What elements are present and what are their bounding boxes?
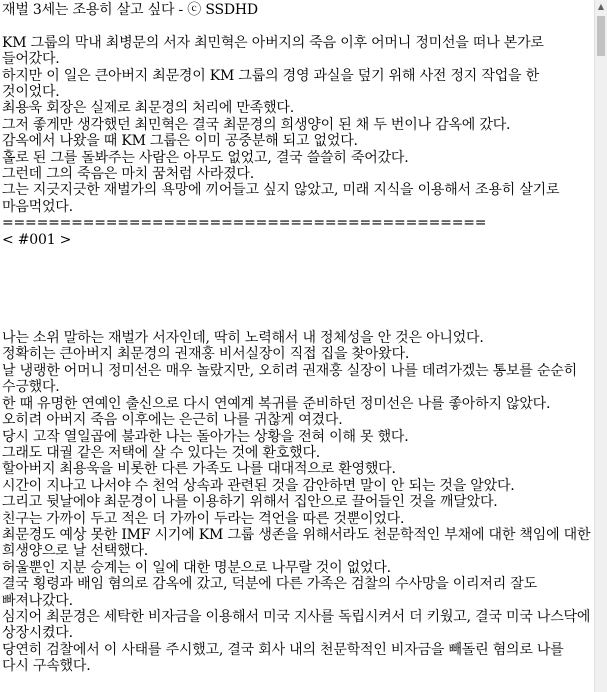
body-paragraph: 심지어 최문경은 세탁한 비자금을 이용해서 미국 지사를 독립시켜서 더 키웠고, 결국 미국 나스닥에 상장시켰다. xyxy=(2,608,591,642)
body-paragraph: 할아버지 최용욱을 비롯한 다른 가족도 나를 대대적으로 환영했다. xyxy=(2,461,396,478)
document-title: 재벌 3세는 조용히 살고 싶다 - ⓒ SSDHD xyxy=(2,2,258,18)
intro-paragraph: KM 그룹의 막내 최병문의 서자 최민혁은 아버지의 죽음 이후 어머니 정미선을 떠나 본가로 들어갔다. xyxy=(2,34,544,68)
body-paragraph: 한 때 유명한 연예인 출신으로 다시 연예계 복귀를 준비하던 정미선은 나를 좋아하지 않았다. 오히려 아버지 죽음 이후에는 은근히 나를 귀찮게 여겼다. xyxy=(2,395,551,429)
blank-line xyxy=(2,18,594,34)
intro-paragraph: 그런데 그의 죽음은 마치 꿈처럼 사라졌다. xyxy=(2,166,255,183)
body-paragraph: 그래도 대궐 같은 저택에 살 수 있다는 것에 환호했다. xyxy=(2,444,321,461)
body-paragraph: 시간이 지나고 나서야 수 천억 상속과 관련된 것을 감안하면 말이 안 되는 것을 알았다. xyxy=(2,477,515,494)
body-paragraph: 정확히는 큰아버지 최문경의 권재홍 비서실장이 직접 집을 찾아왔다. xyxy=(2,346,410,363)
scroll-up-arrow-icon[interactable]: ▲ xyxy=(597,2,605,11)
body-paragraph: 친구는 가까이 두고 적은 더 가까이 두라는 격언을 따른 것뿐이었다. xyxy=(2,510,405,527)
vertical-scrollbar[interactable] xyxy=(594,0,607,692)
chapter-heading: < #001 > xyxy=(2,231,72,248)
body-paragraph: 날 냉랭한 어머니 정미선은 매우 놀랐지만, 오히려 권재홍 실장이 나를 데려가겠는 통보를 순순히 수긍했다. xyxy=(2,362,577,396)
body-paragraph: 허울뿐인 지분 승계는 이 일에 대한 명분으로 나무랄 것이 없었다. xyxy=(2,559,391,576)
intro-paragraph: 감옥에서 나왔을 때 KM 그룹은 이미 공중분해 되고 없었다. xyxy=(2,133,358,150)
body-paragraph: 당시 고작 열일곱에 불과한 나는 돌아가는 상황을 전혀 이해 못 했다. xyxy=(2,428,409,445)
blank-space xyxy=(2,248,594,330)
intro-paragraph: 그는 지긋지긋한 재벌가의 욕망에 끼어들고 싶지 않았고, 미래 지식을 이용해서 조용히 살기로 마음먹었다. xyxy=(2,182,560,215)
scrollbar-thumb[interactable] xyxy=(597,16,605,56)
intro-paragraph: 그저 좋게만 생각했던 최민혁은 결국 최문경의 희생양이 된 채 두 번이나 감옥에 갔다. xyxy=(2,116,511,133)
intro-paragraph: 하지만 이 일은 큰아버지 최문경이 KM 그룹의 경영 과실을 덮기 위해 사전 정지 작업을 한 것이었다. xyxy=(2,67,539,101)
body-paragraph: 그리고 뒷날에야 최문경이 나를 이용하기 위해서 집안으로 끌어들인 것을 깨달았다. xyxy=(2,494,498,511)
intro-paragraph: 홀로 된 그를 돌봐주는 사람은 아무도 없었고, 결국 쓸쓸히 죽어갔다. xyxy=(2,149,409,166)
body-paragraph: 나는 소위 말하는 재벌가 서자인데, 딱히 노력해서 내 정체성을 안 것은 아니었다. xyxy=(2,330,484,347)
body-paragraph: 최문경도 예상 못한 IMF 시기에 KM 그룹 생존을 위해서라도 천문학적인 부채에 대한 책임에 대한 희생양으로 날 선택했다. xyxy=(2,526,591,560)
intro-paragraph: 최용욱 회장은 실제로 최문경의 처리에 만족했다. xyxy=(2,100,294,117)
body-paragraph: 결국 횡령과 배임 혐의로 감옥에 갔고, 덕분에 다른 가족은 검찰의 수사망을 이리저리 잘도 빠져나갔다. xyxy=(2,576,537,609)
separator-line: ========================================== xyxy=(2,215,487,232)
body-paragraph: 당연히 검찰에서 이 사태를 주시했고, 결국 회사 내의 천문학적인 비자금을 빼돌린 혐의로 나를 다시 구속했다. xyxy=(2,641,564,675)
